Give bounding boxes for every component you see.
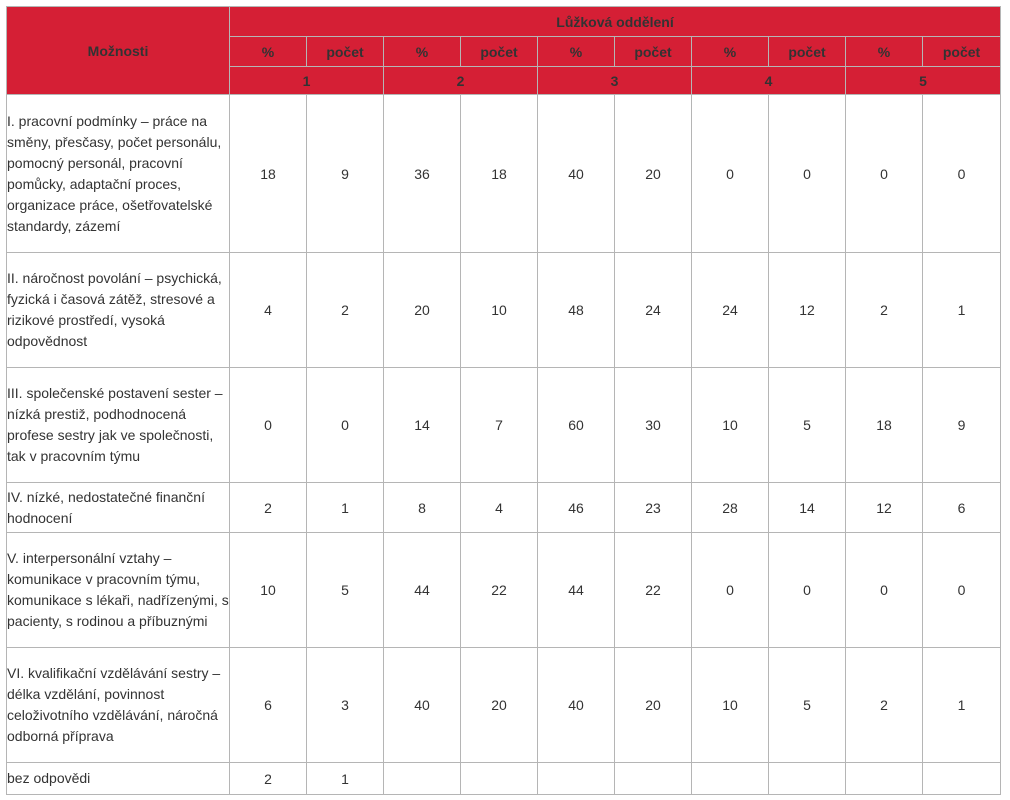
table-row <box>7 253 1001 368</box>
cell-value: 9 <box>307 95 384 253</box>
cell-value: 22 <box>615 533 692 648</box>
cell-value: 1 <box>923 253 1001 368</box>
cell-value: 0 <box>846 95 923 253</box>
cell-value: 0 <box>230 368 307 483</box>
subcol-header: počet <box>615 37 692 67</box>
cell-value: 2 <box>230 763 307 795</box>
cell-value: 2 <box>230 483 307 533</box>
cell-value: 18 <box>846 368 923 483</box>
cell-value: 3 <box>307 648 384 763</box>
cell-value: 36 <box>384 95 461 253</box>
cell-value: 20 <box>384 253 461 368</box>
cell-value: 20 <box>615 95 692 253</box>
cell-value: 48 <box>538 253 615 368</box>
cell-value: 46 <box>538 483 615 533</box>
cell-value: 2 <box>846 253 923 368</box>
cell-value: 44 <box>538 533 615 648</box>
cell-value: 60 <box>538 368 615 483</box>
cell-value: 22 <box>461 533 538 648</box>
cell-value: 0 <box>692 533 769 648</box>
cell-value <box>615 763 692 795</box>
row-label: V. interpersonální vztahy – komunikace v pracovním týmu, komunikace s lékaři, nadřízenými, s pacienty, s rodinou a příbuznými <box>7 533 230 648</box>
cell-value: 28 <box>692 483 769 533</box>
cell-value: 2 <box>307 253 384 368</box>
subcol-header: počet <box>769 37 846 67</box>
cell-value: 10 <box>230 533 307 648</box>
cell-value: 9 <box>923 368 1001 483</box>
cell-value: 0 <box>769 533 846 648</box>
cell-value: 0 <box>923 95 1001 253</box>
row-label: VI. kvalifikační vzdělávání sestry – délka vzdělání, povinnost celoživotního vzdělávání, náročná odborná příprava <box>7 648 230 763</box>
cell-value <box>384 763 461 795</box>
cell-value: 0 <box>846 533 923 648</box>
cell-value: 1 <box>307 483 384 533</box>
cell-value: 23 <box>615 483 692 533</box>
table-row <box>7 483 1001 533</box>
cell-value: 4 <box>230 253 307 368</box>
cell-value: 2 <box>846 648 923 763</box>
cell-value: 14 <box>384 368 461 483</box>
cell-value: 0 <box>769 95 846 253</box>
subcol-header: počet <box>923 37 1001 67</box>
table-row <box>7 368 1001 483</box>
cell-value: 0 <box>692 95 769 253</box>
cell-value: 1 <box>923 648 1001 763</box>
cell-value: 18 <box>230 95 307 253</box>
cell-value: 20 <box>461 648 538 763</box>
cell-value: 7 <box>461 368 538 483</box>
table-row <box>7 763 1001 795</box>
subcol-header: počet <box>307 37 384 67</box>
table-row <box>7 95 1001 253</box>
row-label: bez odpovědi <box>7 763 230 795</box>
cell-value: 12 <box>846 483 923 533</box>
cell-value: 40 <box>384 648 461 763</box>
cell-value: 0 <box>307 368 384 483</box>
row-label: IV. nízké, nedostatečné finanční hodnocení <box>7 483 230 533</box>
cell-value: 8 <box>384 483 461 533</box>
cell-value <box>923 763 1001 795</box>
cell-value: 5 <box>307 533 384 648</box>
department-header: 1 <box>230 67 384 95</box>
options-header: Možnosti <box>7 7 230 95</box>
cell-value <box>538 763 615 795</box>
row-label: III. společenské postavení sester – nízká prestiž, podhodnocená profese sestry jak ve společnosti, tak v pracovním týmu <box>7 368 230 483</box>
subcol-header: % <box>230 37 307 67</box>
subcol-header: % <box>384 37 461 67</box>
department-header: 3 <box>538 67 692 95</box>
cell-value: 44 <box>384 533 461 648</box>
table-row <box>7 533 1001 648</box>
cell-value: 24 <box>615 253 692 368</box>
data-table <box>6 6 1001 795</box>
cell-value: 14 <box>769 483 846 533</box>
table-row <box>7 648 1001 763</box>
department-header: 2 <box>384 67 538 95</box>
cell-value <box>846 763 923 795</box>
table-body <box>7 95 1001 795</box>
group-header: Lůžková oddělení <box>230 7 1001 37</box>
cell-value: 5 <box>769 368 846 483</box>
cell-value: 4 <box>461 483 538 533</box>
cell-value: 10 <box>461 253 538 368</box>
cell-value <box>692 763 769 795</box>
table-header <box>7 7 1001 95</box>
row-label: I. pracovní podmínky – práce na směny, přesčasy, počet personálu, pomocný personál, pracovní pomůcky, adaptační proces, organizace práce, ošetřovatelské standardy, zázemí <box>7 95 230 253</box>
cell-value: 40 <box>538 95 615 253</box>
cell-value <box>769 763 846 795</box>
cell-value: 6 <box>230 648 307 763</box>
cell-value <box>461 763 538 795</box>
cell-value: 10 <box>692 648 769 763</box>
cell-value: 10 <box>692 368 769 483</box>
cell-value: 20 <box>615 648 692 763</box>
subcol-header: % <box>538 37 615 67</box>
cell-value: 6 <box>923 483 1001 533</box>
cell-value: 5 <box>769 648 846 763</box>
department-header: 4 <box>692 67 846 95</box>
cell-value: 40 <box>538 648 615 763</box>
cell-value: 0 <box>923 533 1001 648</box>
cell-value: 30 <box>615 368 692 483</box>
subcol-header: počet <box>461 37 538 67</box>
subcol-header: % <box>692 37 769 67</box>
row-label: II. náročnost povolání – psychická, fyzická i časová zátěž, stresové a rizikové prostředí, vysoká odpovědnost <box>7 253 230 368</box>
cell-value: 18 <box>461 95 538 253</box>
cell-value: 1 <box>307 763 384 795</box>
subcol-header: % <box>846 37 923 67</box>
cell-value: 24 <box>692 253 769 368</box>
cell-value: 12 <box>769 253 846 368</box>
department-header: 5 <box>846 67 1001 95</box>
